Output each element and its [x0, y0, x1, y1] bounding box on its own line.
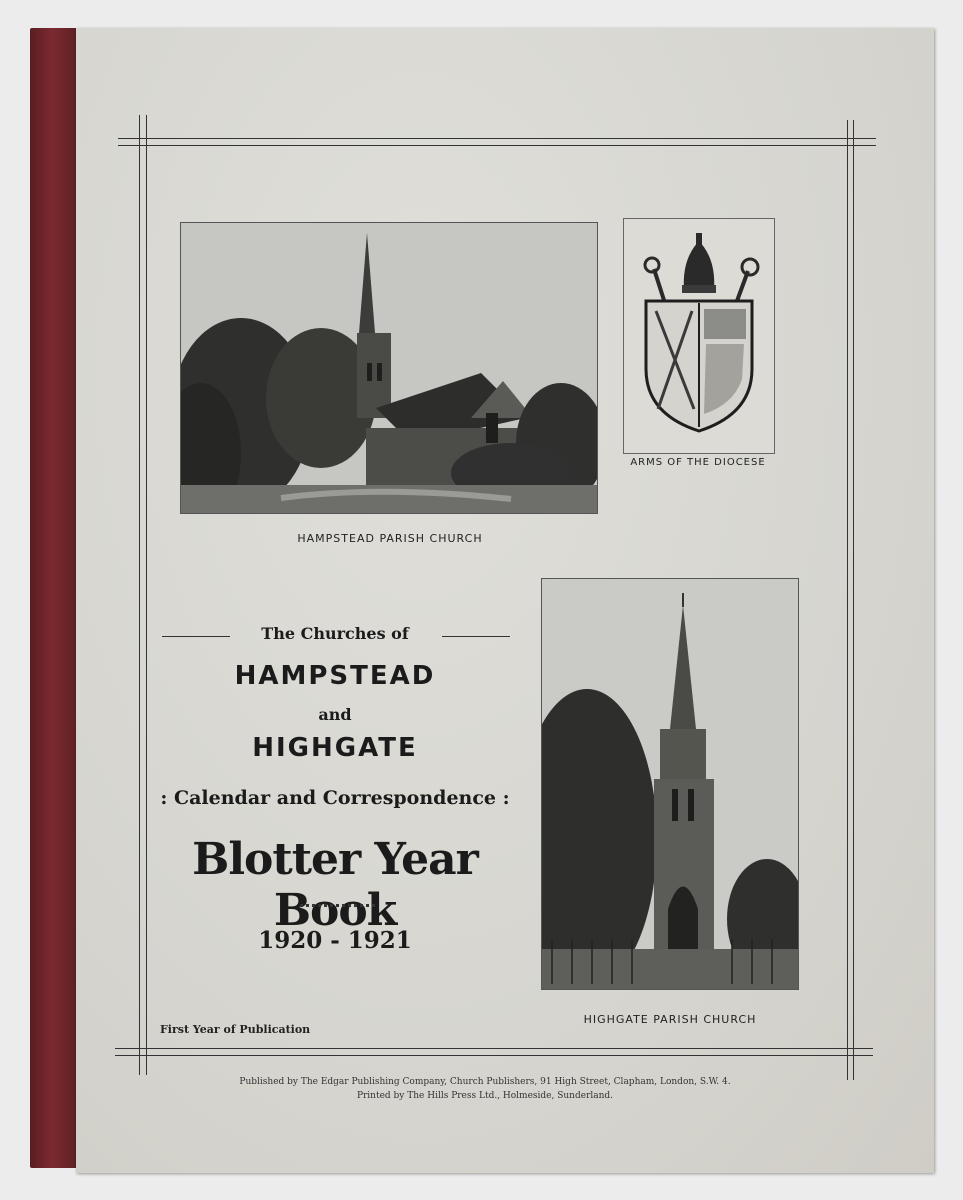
book-cover: [76, 28, 934, 1173]
highgate-church-illustration: [542, 579, 798, 989]
frame-rule-top-inner: [118, 145, 876, 146]
frame-rule-right: [847, 120, 848, 1080]
hampstead-church-illustration: [181, 223, 597, 513]
title-and: and: [318, 705, 352, 724]
title-intro: The Churches of: [261, 624, 409, 643]
book-spine: [30, 28, 78, 1168]
arms-frame: [623, 218, 775, 454]
publisher-line-1: Published by The Edgar Publishing Company, Church Publishers, 91 High Street, Clapham, London, S.W. 4.: [239, 1077, 731, 1087]
frame-rule-bottom: [115, 1048, 873, 1049]
title-dotted-rule: [300, 904, 375, 907]
diocese-arms-emblem: [624, 219, 774, 453]
title-highgate: HIGHGATE: [252, 733, 418, 763]
arms-caption: ARMS OF THE DIOCESE: [630, 457, 766, 468]
edition-note: First Year of Publication: [160, 1023, 311, 1036]
publisher-line-2: Printed by The Hills Press Ltd., Holmeside, Sunderland.: [356, 1091, 614, 1101]
frame-rule-top: [118, 138, 876, 139]
frame-rule-right-inner: [853, 120, 854, 1080]
title-subtitle: : Calendar and Correspondence :: [160, 787, 510, 809]
main-title: Blotter Year Book: [192, 834, 478, 936]
hampstead-church-photo: [180, 222, 598, 514]
hampstead-photo-caption: HAMPSTEAD PARISH CHURCH: [297, 532, 483, 545]
title-years: 1920 - 1921: [258, 927, 412, 954]
highgate-church-photo: [541, 578, 799, 990]
frame-rule-bottom-inner: [115, 1055, 873, 1056]
title-hampstead: HAMPSTEAD: [234, 661, 436, 691]
highgate-photo-caption: HIGHGATE PARISH CHURCH: [583, 1013, 757, 1026]
